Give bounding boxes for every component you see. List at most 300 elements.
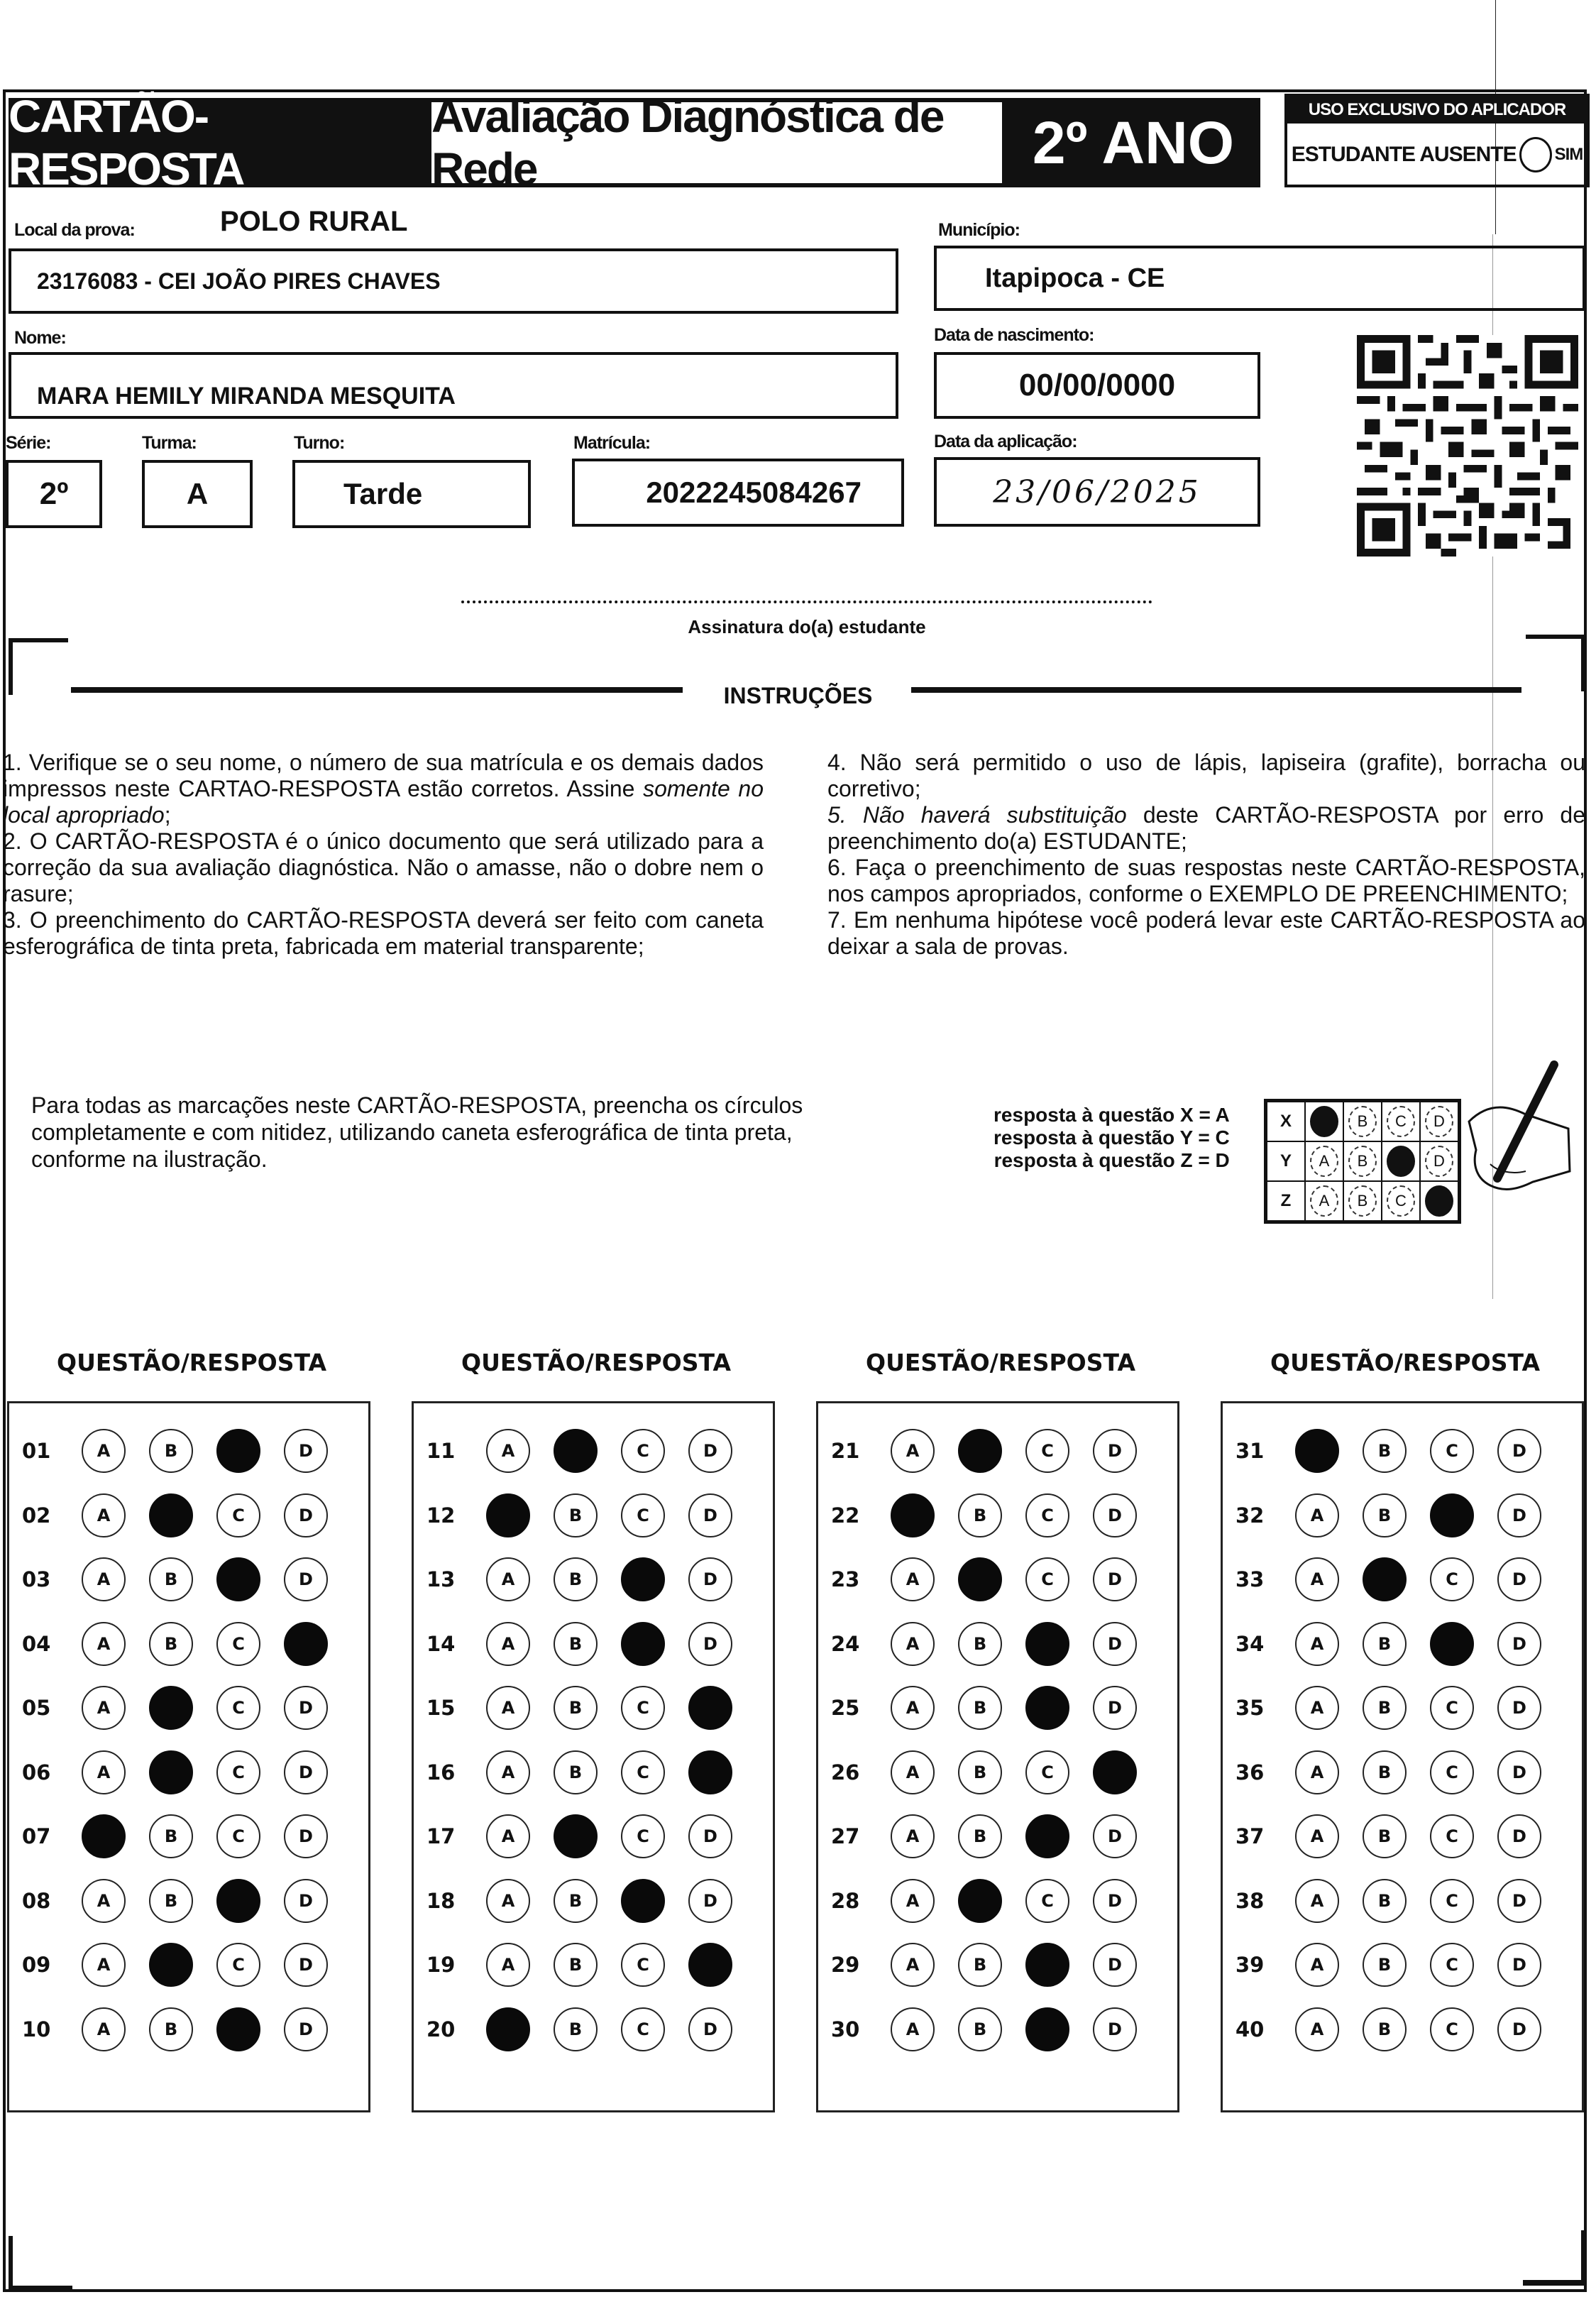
fill-example-text: Para todas as marcações neste CARTÃO-RESPOSTA, preencha os círculos completamente e com nitidez, utilizando caneta esferográfica de tinta preta, conforme na ilustração.: [31, 1092, 803, 1172]
answer-bubble-d[interactable]: D: [1497, 1943, 1541, 1987]
answer-bubble-d[interactable]: D: [284, 1493, 328, 1537]
qr-code: [1357, 332, 1578, 559]
grid-column-title: QUESTÃO/RESPOSTA: [866, 1349, 1135, 1376]
answer-bubble-d[interactable]: D: [1093, 1814, 1137, 1858]
serie-field: [6, 460, 102, 528]
answer-bubble-c[interactable]: C: [621, 1943, 665, 1987]
turma-value: A: [186, 477, 209, 510]
answer-bubble-d[interactable]: D: [1093, 1429, 1137, 1473]
municipio-field: [934, 246, 1585, 311]
answer-bubble-b[interactable]: B: [958, 1814, 1002, 1858]
answer-bubble-b[interactable]: [149, 1750, 193, 1794]
answer-bubble-d[interactable]: D: [1093, 1622, 1137, 1666]
answer-bubble-d[interactable]: D: [1497, 1622, 1541, 1666]
nome-value: MARA HEMILY MIRANDA MESQUITA: [37, 382, 456, 410]
answer-bubble-a[interactable]: A: [1295, 1622, 1339, 1666]
answer-bubble-b[interactable]: B: [1363, 1493, 1407, 1537]
answer-bubble-d[interactable]: D: [1093, 1557, 1137, 1601]
answer-bubble-a[interactable]: A: [486, 1429, 530, 1473]
answer-bubble-c[interactable]: C: [216, 1622, 260, 1666]
answer-bubble-b[interactable]: [554, 1429, 598, 1473]
question-row: [9, 1740, 368, 1805]
answer-bubble-a[interactable]: A: [891, 1622, 935, 1666]
answer-bubble-c[interactable]: C: [1430, 1814, 1474, 1858]
question-row: [414, 1419, 773, 1484]
signature-label: Assinatura do(a) estudante: [688, 616, 926, 637]
question-number: 22: [831, 1503, 860, 1528]
question-row: [1223, 1804, 1582, 1869]
answer-bubble-a[interactable]: A: [82, 2007, 126, 2051]
question-row: [414, 1612, 773, 1677]
answer-bubble-c[interactable]: C: [621, 2007, 665, 2051]
answer-bubble-a[interactable]: A: [1295, 1750, 1339, 1794]
answer-bubble-b[interactable]: [149, 1686, 193, 1730]
answer-bubble-c[interactable]: [621, 1879, 665, 1923]
fill-example-bubble: C: [1387, 1185, 1415, 1217]
question-number: 36: [1235, 1760, 1265, 1785]
answer-bubble-a[interactable]: A: [82, 1557, 126, 1601]
municipio-value: Itapipoca - CE: [985, 263, 1165, 293]
answer-bubble-a[interactable]: A: [891, 1750, 935, 1794]
instruction-4: 4. Não será permitido o uso de lápis, lapiseira (grafite), borracha ou corretivo;: [827, 750, 1585, 801]
question-number: 25: [831, 1696, 860, 1721]
answer-bubble-b[interactable]: B: [1363, 1622, 1407, 1666]
turno-field: [292, 460, 531, 528]
question-number: 26: [831, 1760, 860, 1785]
answer-bubble-c[interactable]: C: [1430, 1429, 1474, 1473]
answer-bubble-c[interactable]: C: [1430, 1750, 1474, 1794]
answer-bubble-a[interactable]: A: [486, 1557, 530, 1601]
answer-bubble-d[interactable]: D: [688, 1879, 732, 1923]
question-number: 12: [426, 1503, 456, 1528]
fill-example-cell: [1343, 1141, 1382, 1181]
answer-bubble-a[interactable]: A: [1295, 1557, 1339, 1601]
absent-student-option: SIM: [1554, 145, 1583, 164]
fill-example-cell: [1382, 1181, 1420, 1222]
question-row: [818, 1676, 1177, 1740]
answer-bubble-a[interactable]: A: [1295, 2007, 1339, 2051]
answer-bubble-b[interactable]: B: [554, 1943, 598, 1987]
answer-bubble-d[interactable]: [284, 1622, 328, 1666]
answer-bubble-b[interactable]: B: [554, 1750, 598, 1794]
answer-bubble-b[interactable]: B: [149, 1879, 193, 1923]
question-number: 24: [831, 1631, 860, 1656]
answer-bubble-c[interactable]: C: [216, 1750, 260, 1794]
instructions-left-column: [3, 750, 764, 960]
fill-example-cell: [1382, 1101, 1420, 1142]
answer-bubble-a[interactable]: A: [82, 1879, 126, 1923]
serie-label: Série:: [6, 433, 51, 453]
answer-bubble-c[interactable]: C: [1025, 1493, 1069, 1537]
answer-bubble-a[interactable]: A: [891, 1686, 935, 1730]
answer-bubble-b[interactable]: B: [1363, 1814, 1407, 1858]
answer-bubble-c[interactable]: [1025, 2007, 1069, 2051]
answer-bubble-b[interactable]: B: [1363, 1686, 1407, 1730]
grid-column-box: [7, 1401, 370, 2112]
answer-bubble-c[interactable]: C: [621, 1493, 665, 1537]
instruction-7: 7. Em nenhuma hipótese você poderá levar este CARTÃO-RESPOSTA ao deixar a sala de provas.: [827, 907, 1585, 959]
answer-bubble-b[interactable]: B: [958, 1750, 1002, 1794]
serie-value: 2º: [39, 476, 69, 511]
answer-bubble-d[interactable]: D: [284, 1429, 328, 1473]
instruction-2: 2. O CARTÃO-RESPOSTA é o único documento que será utilizado para a correção da sua avaliação diagnóstica. Não o amasse, não o dobre nem o rasure;: [3, 828, 764, 906]
answer-bubble-b[interactable]: B: [149, 2007, 193, 2051]
answer-bubble-b[interactable]: B: [149, 1429, 193, 1473]
question-number: 18: [426, 1888, 456, 1913]
question-number: 06: [22, 1760, 51, 1785]
aplicacao-value: 23/06/2025: [993, 473, 1201, 510]
corner-mark-top-right: [1526, 635, 1585, 639]
answer-bubble-c[interactable]: [1430, 1622, 1474, 1666]
question-number: 21: [831, 1439, 860, 1464]
question-row: [818, 1869, 1177, 1934]
turno-value: Tarde: [343, 477, 423, 510]
aplicacao-label: Data da aplicação:: [934, 432, 1077, 451]
answer-bubble-c[interactable]: C: [1430, 1686, 1474, 1730]
question-number: 31: [1235, 1439, 1265, 1464]
answer-bubble-c[interactable]: C: [216, 1943, 260, 1987]
answer-bubble-a[interactable]: A: [82, 1750, 126, 1794]
answer-bubble-d[interactable]: D: [1093, 1686, 1137, 1730]
answer-bubble-c[interactable]: C: [1025, 1879, 1069, 1923]
answer-bubble-c[interactable]: [1430, 1493, 1474, 1537]
question-number: 39: [1235, 1953, 1265, 1978]
question-row: [414, 1869, 773, 1934]
answer-bubble-d[interactable]: [688, 1686, 732, 1730]
question-row: [414, 1997, 773, 2062]
answer-bubble-b[interactable]: B: [554, 1493, 598, 1537]
answer-bubble-c[interactable]: C: [621, 1429, 665, 1473]
question-number: 40: [1235, 2017, 1265, 2041]
answer-bubble-a[interactable]: A: [891, 1814, 935, 1858]
answer-bubble-c[interactable]: [1025, 1943, 1069, 1987]
question-number: 38: [1235, 1888, 1265, 1913]
answer-bubble-a[interactable]: A: [82, 1622, 126, 1666]
answer-bubble-a[interactable]: A: [891, 2007, 935, 2051]
answer-bubble-a[interactable]: A: [486, 1686, 530, 1730]
question-row: [414, 1676, 773, 1740]
answer-bubble-a[interactable]: A: [486, 1943, 530, 1987]
answer-bubble-d[interactable]: D: [1497, 1686, 1541, 1730]
answer-bubble-c[interactable]: C: [1025, 1557, 1069, 1601]
instruction-3: 3. O preenchimento do CARTÃO-RESPOSTA deverá ser feito com caneta esferográfica de tinta preta, fabricada em material transparente;: [3, 907, 764, 959]
matricula-field: [572, 459, 904, 527]
answer-bubble-b[interactable]: B: [1363, 2007, 1407, 2051]
answer-bubble-c[interactable]: [216, 2007, 260, 2051]
answer-bubble-c[interactable]: C: [1025, 1429, 1069, 1473]
answer-bubble-b[interactable]: B: [1363, 1879, 1407, 1923]
answer-bubble-a[interactable]: A: [891, 1879, 935, 1923]
answer-bubble-d[interactable]: [688, 1943, 732, 1987]
instructions-right-column: [827, 750, 1585, 960]
fill-example-legend: [994, 1104, 1230, 1172]
fill-example-row: [1266, 1181, 1460, 1222]
question-row: [1223, 1419, 1582, 1484]
answer-bubble-d[interactable]: D: [1497, 1750, 1541, 1794]
fill-example-table: [1264, 1099, 1461, 1224]
fill-example-bubble: [1387, 1146, 1415, 1177]
answer-bubble-d[interactable]: D: [1093, 1943, 1137, 1987]
fill-example-question-label: X: [1266, 1101, 1306, 1142]
answer-bubble-b[interactable]: [149, 1493, 193, 1537]
answer-bubble-b[interactable]: B: [958, 2007, 1002, 2051]
question-row: [414, 1804, 773, 1869]
question-number: 13: [426, 1567, 456, 1592]
instruction-5: 5. Não haverá substituição deste CARTÃO-RESPOSTA por erro de preenchimento do(a) ESTUDANTE;: [827, 802, 1586, 854]
answer-bubble-c[interactable]: [1025, 1686, 1069, 1730]
answer-bubble-d[interactable]: D: [1497, 1493, 1541, 1537]
answer-bubble-a[interactable]: A: [1295, 1814, 1339, 1858]
question-row: [9, 1612, 368, 1677]
applicator-box-title: USO EXCLUSIVO DO APLICADOR: [1287, 97, 1587, 124]
answer-bubble-d[interactable]: D: [284, 1750, 328, 1794]
answer-bubble-d[interactable]: D: [688, 1493, 732, 1537]
absent-student-row: [1287, 124, 1587, 186]
local-region: POLO RURAL: [220, 206, 408, 237]
answer-bubble-d[interactable]: D: [1497, 1429, 1541, 1473]
fill-example-bubble: C: [1387, 1106, 1415, 1137]
answer-bubble-c[interactable]: C: [1430, 2007, 1474, 2051]
question-row: [9, 1933, 368, 1997]
answer-bubble-a[interactable]: A: [891, 1429, 935, 1473]
answer-bubble-b[interactable]: B: [554, 1686, 598, 1730]
answer-bubble-a[interactable]: A: [1295, 1879, 1339, 1923]
answer-bubble-c[interactable]: [1025, 1622, 1069, 1666]
answer-bubble-b[interactable]: B: [958, 1493, 1002, 1537]
answer-bubble-c[interactable]: C: [621, 1686, 665, 1730]
answer-bubble-a[interactable]: A: [82, 1493, 126, 1537]
question-row: [9, 1676, 368, 1740]
fill-example-legend-z: resposta à questão Z = D: [994, 1149, 1230, 1171]
answer-bubble-b[interactable]: B: [554, 1557, 598, 1601]
answer-bubble-b[interactable]: B: [149, 1622, 193, 1666]
answer-bubble-b[interactable]: B: [1363, 1750, 1407, 1794]
signature-line[interactable]: [461, 601, 1152, 603]
applicator-box: [1284, 94, 1590, 187]
question-number: 09: [22, 1953, 51, 1978]
answer-bubble-a[interactable]: A: [82, 1686, 126, 1730]
answer-bubble-c[interactable]: [216, 1879, 260, 1923]
fill-example-cell: [1305, 1101, 1343, 1142]
question-number: 16: [426, 1760, 456, 1785]
answer-bubble-a[interactable]: [82, 1814, 126, 1858]
answer-bubble-d[interactable]: [688, 1750, 732, 1794]
answer-bubble-d[interactable]: D: [1497, 1557, 1541, 1601]
question-number: 15: [426, 1696, 456, 1721]
answer-bubble-d[interactable]: D: [688, 1622, 732, 1666]
question-number: 20: [426, 2017, 456, 2041]
question-row: [9, 1547, 368, 1612]
answer-bubble-b[interactable]: B: [958, 1622, 1002, 1666]
answer-bubble-a[interactable]: A: [486, 1622, 530, 1666]
answer-bubble-d[interactable]: D: [688, 2007, 732, 2051]
fill-example-question-label: Y: [1266, 1141, 1306, 1181]
answer-bubble-c[interactable]: C: [1430, 1557, 1474, 1601]
answer-bubble-c[interactable]: C: [1025, 1750, 1069, 1794]
question-row: [414, 1484, 773, 1548]
answer-bubble-b[interactable]: B: [1363, 1429, 1407, 1473]
question-row: [818, 1547, 1177, 1612]
answer-bubble-b[interactable]: [958, 1879, 1002, 1923]
answer-bubble-a[interactable]: A: [486, 1814, 530, 1858]
answer-bubble-c[interactable]: [621, 1557, 665, 1601]
question-row: [818, 1740, 1177, 1805]
answer-bubble-a[interactable]: A: [1295, 1943, 1339, 1987]
answer-bubble-c[interactable]: C: [621, 1814, 665, 1858]
answer-bubble-d[interactable]: D: [284, 1943, 328, 1987]
hand-with-pen-icon: [1448, 1058, 1575, 1200]
answer-bubble-c[interactable]: C: [621, 1750, 665, 1794]
answer-bubble-a[interactable]: A: [1295, 1686, 1339, 1730]
answer-bubble-c[interactable]: [621, 1622, 665, 1666]
question-row: [1223, 1997, 1582, 2062]
answer-bubble-d[interactable]: D: [1497, 2007, 1541, 2051]
answer-bubble-b[interactable]: [1363, 1557, 1407, 1601]
answer-bubble-d[interactable]: D: [284, 1686, 328, 1730]
aplicacao-field[interactable]: [934, 457, 1260, 527]
answer-bubble-b[interactable]: [554, 1814, 598, 1858]
fill-example-question-label: Z: [1266, 1181, 1306, 1222]
answer-bubble-a[interactable]: [486, 1493, 530, 1537]
answer-bubble-d[interactable]: D: [1093, 1493, 1137, 1537]
answer-bubble-c[interactable]: C: [216, 1814, 260, 1858]
question-row: [1223, 1547, 1582, 1612]
corner-mark-bottom-left: [9, 2236, 13, 2290]
answer-bubble-a[interactable]: [486, 2007, 530, 2051]
fill-example-cell: [1305, 1181, 1343, 1222]
answer-bubble-b[interactable]: [958, 1429, 1002, 1473]
question-row: [1223, 1612, 1582, 1677]
question-row: [818, 1804, 1177, 1869]
answer-bubble-d[interactable]: [1093, 1750, 1137, 1794]
matricula-value: 2022245084267: [646, 476, 862, 509]
answer-bubble-d[interactable]: D: [688, 1429, 732, 1473]
question-row: [9, 1804, 368, 1869]
question-row: [1223, 1484, 1582, 1548]
question-number: 03: [22, 1567, 51, 1592]
question-row: [9, 1869, 368, 1934]
question-row: [818, 1419, 1177, 1484]
question-row: [818, 1612, 1177, 1677]
question-row: [9, 1484, 368, 1548]
answer-bubble-a[interactable]: [891, 1493, 935, 1537]
answer-bubble-d[interactable]: D: [284, 1557, 328, 1601]
question-row: [1223, 1676, 1582, 1740]
question-number: 01: [22, 1439, 51, 1464]
answer-bubble-d[interactable]: D: [1497, 1879, 1541, 1923]
fill-example-bubble: B: [1348, 1106, 1377, 1137]
question-number: 10: [22, 2017, 51, 2041]
question-number: 14: [426, 1631, 456, 1656]
nascimento-value: 00/00/0000: [1018, 368, 1176, 402]
fill-example-cell: [1343, 1101, 1382, 1142]
answer-bubble-d[interactable]: D: [284, 1879, 328, 1923]
corner-mark-top-left: [9, 638, 68, 642]
answer-bubble-d[interactable]: D: [284, 1814, 328, 1858]
corner-mark-bottom-left: [9, 2286, 72, 2291]
fill-example-bubble: D: [1425, 1146, 1453, 1177]
answer-bubble-d[interactable]: D: [1093, 2007, 1137, 2051]
answer-bubble-a[interactable]: A: [82, 1429, 126, 1473]
answer-bubble-d[interactable]: D: [688, 1557, 732, 1601]
question-number: 30: [831, 2017, 860, 2041]
turno-label: Turno:: [294, 433, 345, 453]
fill-example-bubble: B: [1348, 1146, 1377, 1177]
answer-bubble-d[interactable]: D: [1497, 1814, 1541, 1858]
answer-bubble-b[interactable]: B: [149, 1557, 193, 1601]
question-number: 08: [22, 1888, 51, 1913]
question-row: [818, 1484, 1177, 1548]
question-number: 04: [22, 1631, 51, 1656]
municipio-label: Município:: [938, 220, 1020, 240]
answer-bubble-b[interactable]: B: [554, 1879, 598, 1923]
answer-bubble-a[interactable]: [1295, 1429, 1339, 1473]
question-row: [9, 1419, 368, 1484]
question-number: 33: [1235, 1567, 1265, 1592]
answer-bubble-b[interactable]: [958, 1557, 1002, 1601]
question-number: 17: [426, 1824, 456, 1849]
answer-bubble-b[interactable]: B: [149, 1814, 193, 1858]
question-row: [1223, 1740, 1582, 1805]
nascimento-label: Data de nascimento:: [934, 325, 1094, 345]
answer-bubble-d[interactable]: D: [284, 2007, 328, 2051]
nome-label: Nome:: [14, 328, 66, 348]
answer-bubble-c[interactable]: C: [216, 1493, 260, 1537]
grid-column-title: QUESTÃO/RESPOSTA: [461, 1349, 731, 1376]
question-number: 35: [1235, 1696, 1265, 1721]
answer-bubble-b[interactable]: B: [554, 2007, 598, 2051]
fill-example-legend-y: resposta à questão Y = C: [994, 1126, 1230, 1148]
turma-label: Turma:: [142, 433, 197, 453]
answer-bubble-c[interactable]: C: [1430, 1943, 1474, 1987]
answer-bubble-c[interactable]: [216, 1429, 260, 1473]
answer-bubble-a[interactable]: A: [82, 1943, 126, 1987]
fill-example-row: [1266, 1141, 1460, 1181]
answer-bubble-a[interactable]: A: [1295, 1493, 1339, 1537]
school-value: 23176083 - CEI JOÃO PIRES CHAVES: [37, 268, 441, 294]
answer-bubble-a[interactable]: A: [486, 1879, 530, 1923]
answer-bubble-b[interactable]: B: [554, 1622, 598, 1666]
answer-bubble-d[interactable]: D: [688, 1814, 732, 1858]
fill-example-cell: [1343, 1181, 1382, 1222]
answer-bubble-d[interactable]: D: [1093, 1879, 1137, 1923]
answer-bubble-c[interactable]: [1025, 1814, 1069, 1858]
answer-bubble-b[interactable]: [149, 1943, 193, 1987]
question-number: 28: [831, 1888, 860, 1913]
fill-example-bubble: D: [1425, 1106, 1453, 1137]
question-number: 11: [426, 1439, 456, 1464]
answer-bubble-b[interactable]: B: [958, 1686, 1002, 1730]
question-number: 37: [1235, 1824, 1265, 1849]
question-number: 05: [22, 1696, 51, 1721]
fill-example-cell: [1305, 1141, 1343, 1181]
absent-student-checkbox[interactable]: [1519, 137, 1552, 172]
answer-bubble-a[interactable]: A: [891, 1557, 935, 1601]
grade-banner: 2º ANO: [1006, 98, 1260, 187]
nome-field: [9, 352, 898, 419]
answer-bubble-a[interactable]: A: [486, 1750, 530, 1794]
answer-bubble-b[interactable]: B: [1363, 1943, 1407, 1987]
absent-student-label: ESTUDANTE AUSENTE: [1291, 143, 1517, 166]
question-row: [1223, 1869, 1582, 1934]
answer-bubble-a[interactable]: A: [891, 1943, 935, 1987]
answer-bubble-c[interactable]: C: [1430, 1879, 1474, 1923]
answer-bubble-c[interactable]: C: [216, 1686, 260, 1730]
answer-bubble-b[interactable]: B: [958, 1943, 1002, 1987]
fill-example-legend-x: resposta à questão X = A: [994, 1104, 1230, 1126]
answer-bubble-c[interactable]: [216, 1557, 260, 1601]
grid-column-title: QUESTÃO/RESPOSTA: [1270, 1349, 1540, 1376]
